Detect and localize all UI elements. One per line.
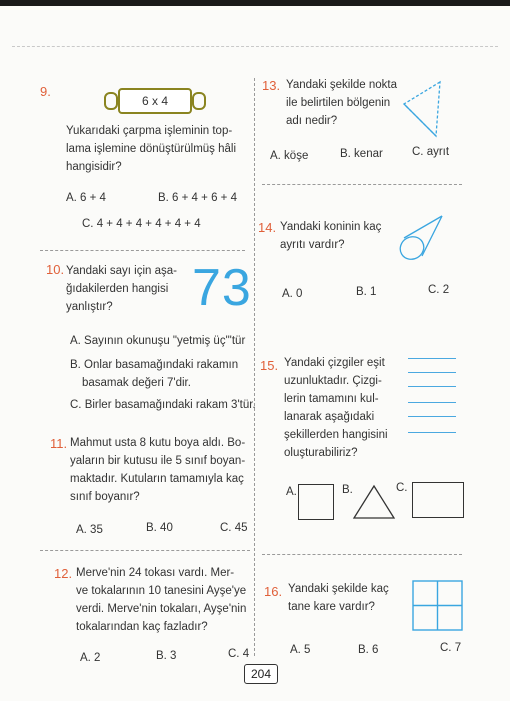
- top-scan-band: [0, 0, 510, 6]
- q15-text: [284, 354, 404, 462]
- separator: [262, 184, 462, 185]
- q15-text-line: lanarak aşağıdaki: [284, 411, 375, 423]
- q10-text-line: yanlıştır?: [66, 301, 113, 313]
- q13-option-a[interactable]: A. köşe: [270, 150, 309, 162]
- roll-right-cap: [192, 92, 206, 110]
- q11-text-line: maktadır. Kutuların tamamıyla kaç: [70, 473, 244, 485]
- q15-text-line: Yandaki çizgiler eşit: [284, 357, 385, 369]
- q9-option-b[interactable]: B. 6 + 4 + 6 + 4: [158, 192, 237, 204]
- q12-number: 12.: [54, 566, 73, 581]
- q10-option-b[interactable]: [70, 356, 250, 392]
- equal-line: [408, 416, 456, 417]
- rectangle-option[interactable]: [412, 482, 464, 518]
- q11-text-line: yaların bir kutusu ile 5 sınıf boyan-: [70, 455, 246, 467]
- q9-text-line: hangisidir?: [66, 161, 122, 173]
- q15-option-c[interactable]: C.: [396, 482, 408, 494]
- equal-line: [408, 402, 456, 403]
- roll-left-cap: [104, 92, 118, 110]
- q9-option-c[interactable]: C. 4 + 4 + 4 + 4 + 4 + 4: [82, 218, 201, 230]
- q10-option-b-line: basamak değeri 7'dir.: [82, 377, 191, 389]
- header-rule: [12, 46, 498, 47]
- q9-text-line: lama işlemine dönüştürülmüş hâli: [66, 143, 237, 155]
- q13-text: [286, 76, 406, 130]
- q15-text-line: şekillerden hangisini: [284, 429, 388, 441]
- triangle-option[interactable]: [352, 484, 396, 520]
- q15-text-line: lerin tamamını kul-: [284, 393, 379, 405]
- q12-option-b[interactable]: B. 3: [156, 650, 177, 662]
- q11-text-line: sınıf boyanır?: [70, 491, 140, 503]
- q12-text-line: verdi. Merve'nin tokaları, Ayşe'nin: [76, 603, 247, 615]
- q14-option-c[interactable]: C. 2: [428, 284, 450, 296]
- q14-option-b[interactable]: B. 1: [356, 286, 377, 298]
- q10-text: [66, 262, 191, 316]
- q16-option-b[interactable]: B. 6: [358, 644, 379, 656]
- q10-option-c-line: C. Birler basamağındaki rakam 3'tür.: [70, 399, 256, 411]
- q11-text-line: Mahmut usta 8 kutu boya aldı. Bo-: [70, 437, 246, 449]
- triangle-edge: [404, 104, 436, 136]
- q10-number: 10.: [46, 262, 65, 277]
- number-73: 73: [192, 259, 252, 317]
- equal-line: [408, 358, 456, 359]
- triangle-option-shape: [354, 486, 394, 518]
- q10-option-a[interactable]: [70, 332, 250, 350]
- q13-text-line: adı nedir?: [286, 115, 338, 127]
- q9-text: [66, 122, 246, 176]
- q15-number: 15.: [260, 358, 279, 373]
- triangle-figure: [398, 80, 448, 140]
- q13-text-line: ile belirtilen bölgenin: [286, 97, 391, 109]
- q16-number: 16.: [264, 584, 283, 599]
- cone-base: [396, 232, 428, 263]
- q9-text-line: Yukarıdaki çarpma işleminin top-: [66, 125, 233, 137]
- q16-text-line: Yandaki şekilde kaç: [288, 583, 389, 595]
- q10-option-c[interactable]: [70, 396, 260, 414]
- q14-number: 14.: [258, 220, 277, 235]
- equal-line: [408, 432, 456, 433]
- q12-text-line: ve tokalarının 10 tanesini Ayşe'ye: [76, 585, 247, 597]
- q9-option-a[interactable]: A. 6 + 4: [66, 192, 106, 204]
- q10-option-b-line: B. Onlar basamağındaki rakamın: [70, 359, 239, 371]
- q9-number: 9.: [40, 84, 51, 99]
- q13-text-line: Yandaki şekilde nokta: [286, 79, 398, 91]
- q12-option-c[interactable]: C. 4: [228, 648, 250, 660]
- q11-number: 11.: [50, 436, 68, 451]
- q11-option-b[interactable]: B. 40: [146, 522, 173, 534]
- q10-option-a-line: A. Sayının okunuşu "yetmiş üç"'tür: [70, 335, 246, 347]
- q13-option-b[interactable]: B. kenar: [340, 148, 383, 160]
- q13-number: 13.: [262, 78, 281, 93]
- q14-text: [280, 218, 400, 254]
- q15-option-a[interactable]: A.: [286, 486, 297, 498]
- q14-text-line: ayrıtı vardır?: [280, 239, 345, 251]
- equal-line: [408, 372, 456, 373]
- equal-line: [408, 386, 456, 387]
- cone-figure: [396, 210, 448, 264]
- q14-text-line: Yandaki koninin kaç: [280, 221, 382, 233]
- q15-text-line: oluşturabiliriz?: [284, 447, 358, 459]
- q12-text: [76, 564, 256, 636]
- q16-text: [288, 580, 408, 616]
- q16-text-line: tane kare vardır?: [288, 601, 375, 613]
- q15-text-line: uzunluktadır. Çizgi-: [284, 375, 382, 387]
- q12-option-a[interactable]: A. 2: [80, 652, 101, 664]
- square-option[interactable]: [298, 484, 334, 520]
- q11-option-a[interactable]: A. 35: [76, 524, 103, 536]
- q10-text-line: ğıdakilerden hangisi: [66, 283, 169, 295]
- q11-text: [70, 434, 255, 506]
- q10-text-line: Yandaki sayı için aşa-: [66, 265, 178, 277]
- q13-option-c[interactable]: C. ayrıt: [412, 146, 450, 158]
- q12-text-line: Merve'nin 24 tokası vardı. Mer-: [76, 567, 235, 579]
- q15-option-b[interactable]: B.: [342, 484, 353, 496]
- separator: [40, 550, 250, 551]
- q11-option-c[interactable]: C. 45: [220, 522, 248, 534]
- q14-option-a[interactable]: A. 0: [282, 288, 303, 300]
- q16-option-a[interactable]: A. 5: [290, 644, 311, 656]
- q16-option-c[interactable]: C. 7: [440, 642, 462, 654]
- q12-text-line: tokalarından kaç fazladır?: [76, 621, 208, 633]
- squares-grid-figure: [412, 580, 464, 632]
- separator: [262, 554, 462, 555]
- separator: [40, 250, 245, 251]
- page-number: 204: [244, 664, 278, 684]
- multiplication-box: 6 x 4: [118, 88, 192, 114]
